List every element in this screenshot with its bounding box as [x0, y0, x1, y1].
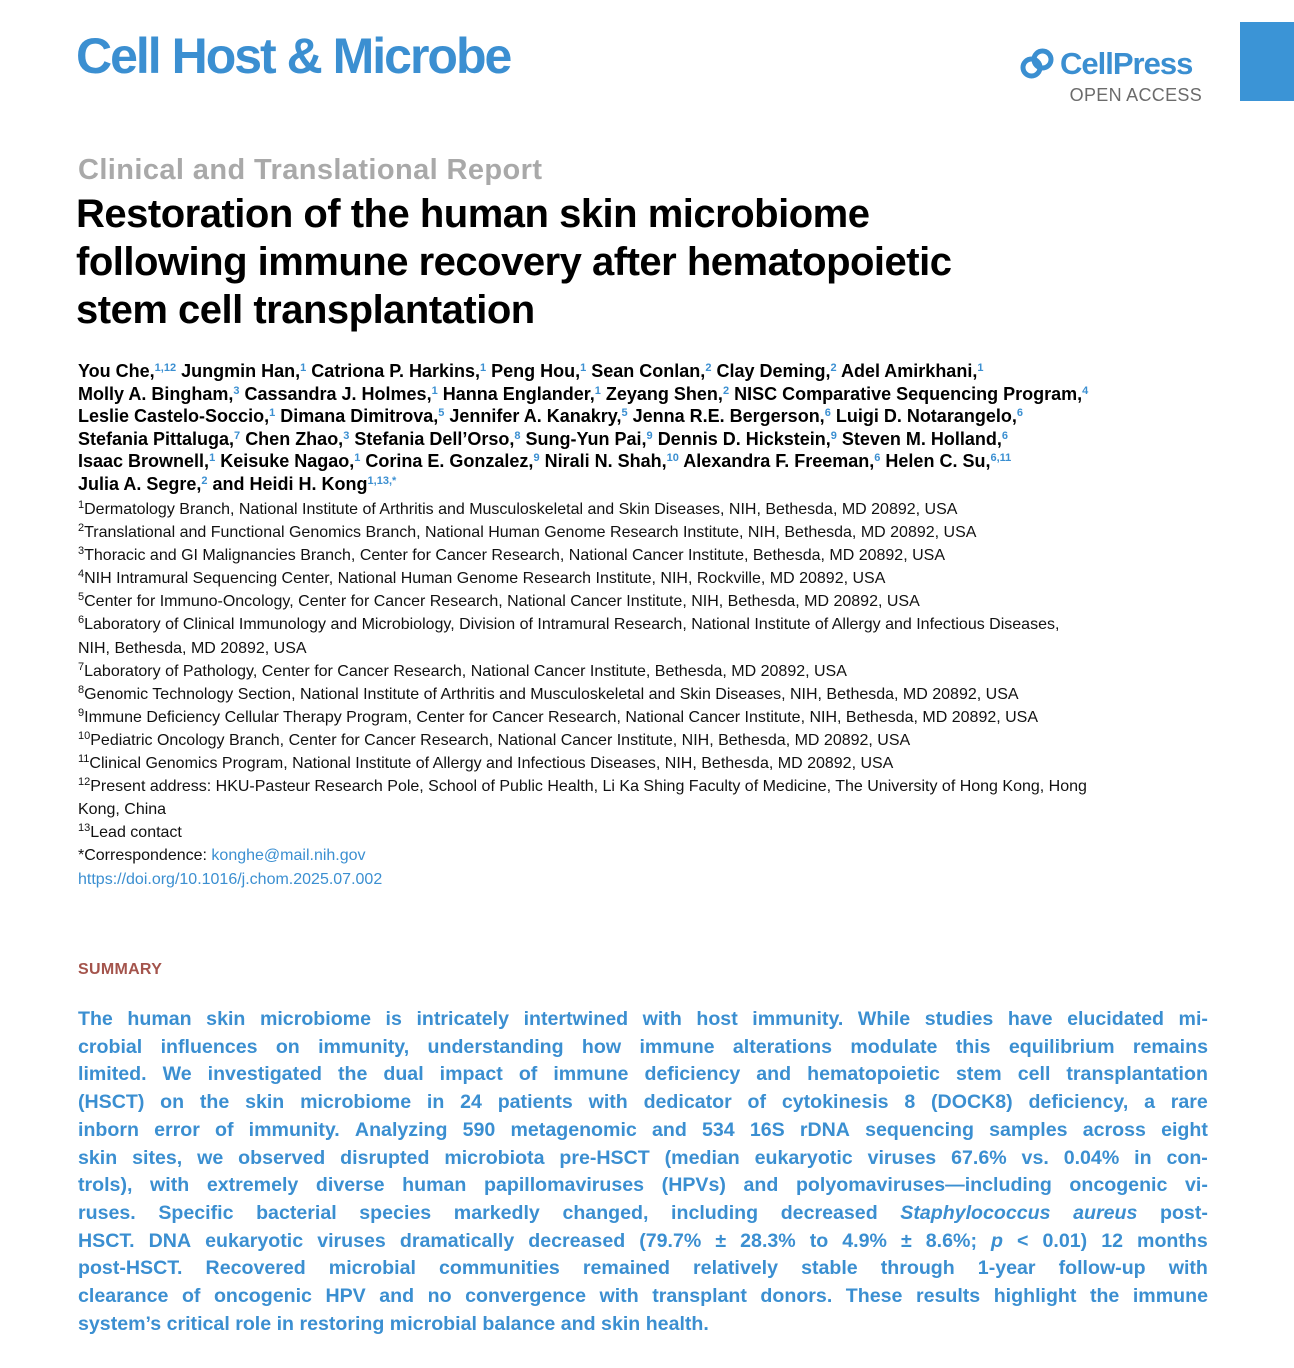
author-affiliation-ref[interactable]: 9: [646, 429, 653, 442]
author-name[interactable]: Nirali N. Shah,: [544, 451, 667, 472]
summary-line: skin sites, we observed disrupted microbiota pre-HSCT (median eukaryotic viruses 67.6% vs. 0.04% in con-: [78, 1146, 1208, 1169]
affiliation-number: 9: [78, 706, 85, 719]
cellpress-link-icon: [1020, 48, 1054, 82]
affiliation-text: Laboratory of Clinical Immunology and Microbiology, Division of Intramural Research, National Institute of Allergy and Infectious Diseases,: [84, 616, 1060, 634]
author-line: [78, 383, 1218, 406]
author-affiliation-ref[interactable]: 5: [621, 407, 628, 420]
author-affiliation-ref[interactable]: 7: [234, 429, 241, 442]
author-affiliation-ref[interactable]: 9: [830, 429, 837, 442]
author-affiliation-ref[interactable]: 1,13,*: [367, 474, 397, 487]
author-affiliation-ref[interactable]: 1: [300, 362, 307, 374]
title-line: Restoration of the human skin microbiome: [76, 192, 870, 236]
summary-line: trols), with extremely diverse human papillomaviruses (HPVs) and polyomaviruses—including oncogenic vi-: [78, 1174, 1208, 1197]
affiliation-number: 3: [78, 545, 85, 558]
affiliation: [78, 567, 1218, 590]
author-line: [78, 428, 1218, 451]
affiliation-text: Dermatology Branch, National Institute of Arthritis and Musculoskeletal and Skin Diseases, NIH, Bethesda, MD 20892, USA: [84, 501, 958, 518]
article-type: Clinical and Translational Report: [78, 154, 543, 186]
summary-line: post-HSCT. Recovered microbial communities remained relatively stable through 1-year follow-up with: [78, 1257, 1208, 1280]
author-affiliation-ref[interactable]: 2: [705, 362, 712, 374]
author-affiliation-ref[interactable]: 4: [1082, 384, 1089, 397]
title-line: following immune recovery after hematopoietic: [76, 240, 952, 284]
author-name[interactable]: Dimana Dimitrova,: [280, 406, 439, 427]
author-name[interactable]: Clay Deming,: [716, 361, 831, 381]
affiliation: [78, 521, 1218, 544]
summary-line: HSCT. DNA eukaryotic viruses dramatically decreased (79.7% ± 28.3% to 4.9% ± 8.6%; p < 0.01) 12 months: [78, 1229, 1208, 1252]
summary-text: [78, 1006, 1208, 1338]
doi-link[interactable]: https://doi.org/10.1016/j.chom.2025.07.002: [78, 870, 383, 888]
author-name[interactable]: Peng Hou,: [491, 361, 581, 381]
affiliation-text: Thoracic and GI Malignancies Branch, Center for Cancer Research, National Cancer Institute, Bethesda, MD 20892, USA: [84, 547, 945, 565]
author-affiliation-ref[interactable]: 1: [480, 362, 487, 374]
affiliation-list: [78, 498, 1218, 891]
author-name[interactable]: Zeyang Shen,: [605, 383, 723, 404]
author-affiliation-ref[interactable]: 1: [580, 362, 587, 374]
author-name[interactable]: Cassandra J. Holmes,: [244, 383, 432, 404]
cellpress-logo[interactable]: [1016, 44, 1208, 106]
summary-line: system’s critical role in restoring microbial balance and skin health.: [78, 1312, 709, 1335]
author-affiliation-ref[interactable]: 1,12: [154, 362, 177, 374]
affiliation-text: Center for Immuno-Oncology, Center for Cancer Research, National Cancer Institute, NIH, Bethesda, MD 20892, USA: [84, 593, 920, 611]
affiliation-text: Kong, China: [78, 801, 167, 819]
affiliation-text: Laboratory of Pathology, Center for Cancer Research, National Cancer Institute, Bethesda, MD 20892, USA: [84, 662, 847, 680]
affiliation-text: Lead contact: [90, 824, 182, 842]
author-affiliation-ref[interactable]: 10: [666, 452, 679, 465]
affiliation: [78, 544, 1218, 567]
author-affiliation-ref[interactable]: 2: [722, 384, 730, 397]
author-name[interactable]: Stefania Dell’Orso,: [354, 428, 515, 449]
author-affiliation-ref[interactable]: 1: [209, 452, 216, 465]
article-title: [76, 190, 1216, 334]
affiliation-text: Present address: HKU-Pasteur Research Pole, School of Public Health, Li Ka Shing Faculty of Medicine, The University of Hong Kong, Hong: [90, 778, 1087, 796]
author-name[interactable]: NISC Comparative Sequencing Program,: [734, 383, 1083, 404]
affiliation-number: 2: [78, 522, 85, 535]
author-name[interactable]: Jennifer A. Kanakry,: [449, 406, 622, 427]
author-affiliation-ref[interactable]: 6,11: [990, 452, 1012, 465]
affiliation: [78, 752, 1218, 775]
affiliation: [78, 660, 1218, 683]
affiliation-text: NIH, Bethesda, MD 20892, USA: [78, 639, 307, 657]
author-name[interactable]: Steven M. Holland,: [841, 428, 1002, 449]
summary-line: limited. We investigated the dual impact of immune deficiency and hematopoietic stem cell transplantation: [78, 1063, 1208, 1086]
affiliation-text: Immune Deficiency Cellular Therapy Program, Center for Cancer Research, National Cancer Institute, NIH, Bethesda, MD 20892, USA: [84, 708, 1039, 726]
author-line: [78, 360, 1218, 383]
author-name[interactable]: Sung-Yun Pai,: [525, 428, 647, 449]
affiliation: [78, 637, 1218, 660]
author-name[interactable]: Keisuke Nagao,: [220, 451, 355, 472]
affiliation-number: 4: [78, 568, 85, 581]
journal-name: Cell Host & Microbe: [76, 28, 511, 84]
author-list: [78, 360, 1218, 496]
author-line: [78, 473, 1218, 496]
author-affiliation-ref[interactable]: 1: [431, 384, 438, 397]
author-name[interactable]: Jungmin Han,: [181, 361, 301, 381]
author-name[interactable]: Corina E. Gonzalez,: [365, 451, 534, 472]
author-name[interactable]: You Che,: [78, 361, 155, 381]
author-name[interactable]: Luigi D. Notarangelo,: [835, 406, 1017, 427]
header-color-tab: [1240, 22, 1294, 101]
author-name[interactable]: Alexandra F. Freeman,: [683, 451, 875, 472]
affiliation-number: 10: [78, 729, 91, 742]
affiliation-text: Clinical Genomics Program, National Institute of Allergy and Infectious Diseases, NIH, Bethesda, MD 20892, USA: [89, 755, 894, 773]
author-affiliation-ref[interactable]: 2: [830, 362, 837, 374]
author-name[interactable]: Jenna R.E. Bergerson,: [632, 406, 825, 427]
author-affiliation-ref[interactable]: 2: [201, 474, 208, 487]
author-line: [78, 450, 1218, 473]
author-name[interactable]: Hanna Englander,: [442, 383, 595, 404]
affiliation-number: 13: [78, 822, 91, 835]
affiliation: [78, 590, 1218, 613]
author-affiliation-ref[interactable]: 6: [824, 407, 831, 420]
summary-line: ruses. Specific bacterial species markedly changed, including decreased Staphylococcus aureus post-: [78, 1201, 1208, 1224]
author-affiliation-ref[interactable]: 3: [343, 429, 350, 442]
author-affiliation-ref[interactable]: 1: [594, 384, 601, 397]
author-affiliation-ref[interactable]: 6: [874, 452, 881, 465]
summary-line: (HSCT) on the skin microbiome in 24 patients with dedicator of cytokinesis 8 (DOCK8) deficiency, a rare: [78, 1091, 1208, 1114]
affiliation-number: 7: [78, 660, 85, 673]
author-name[interactable]: Adel Amirkhani,: [840, 361, 978, 381]
author-name[interactable]: Leslie Castelo-Soccio,: [78, 406, 270, 427]
publisher-name: CellPress: [1060, 46, 1193, 81]
summary-line: inborn error of immunity. Analyzing 590 metagenomic and 534 16S rDNA sequencing samples across eight: [78, 1118, 1208, 1141]
affiliation-number: 12: [78, 776, 91, 789]
author-affiliation-ref[interactable]: 9: [533, 452, 540, 465]
author-affiliation-ref[interactable]: 5: [438, 407, 445, 420]
affiliation-text: NIH Intramural Sequencing Center, National Human Genome Research Institute, NIH, Rockville, MD 20892, USA: [84, 570, 886, 588]
affiliation-number: 11: [78, 753, 90, 766]
affiliation: [78, 498, 1218, 521]
affiliation: [78, 613, 1218, 636]
author-name[interactable]: Dennis D. Hickstein,: [657, 428, 831, 449]
affiliation-text: Genomic Technology Section, National Institute of Arthritis and Musculoskeletal and Skin Diseases, NIH, Bethesda, MD 20892, USA: [84, 685, 1019, 703]
affiliation-number: 8: [78, 683, 85, 696]
affiliation-number: 6: [78, 614, 85, 627]
summary-line: crobial influences on immunity, understanding how immune alterations modulate this equilibrium remains: [78, 1035, 1208, 1058]
author-affiliation-ref[interactable]: 1: [269, 407, 276, 420]
author-name[interactable]: Chen Zhao,: [245, 428, 344, 449]
author-affiliation-ref[interactable]: 3: [233, 384, 240, 397]
author-name[interactable]: Isaac Brownell,: [78, 451, 210, 472]
correspondence-label: *Correspondence:: [78, 847, 212, 865]
author-name[interactable]: Molly A. Bingham,: [78, 383, 234, 404]
author-affiliation-ref[interactable]: 6: [1001, 429, 1009, 442]
affiliation: [78, 683, 1218, 706]
affiliation-number: 5: [78, 591, 85, 604]
author-line: [78, 405, 1218, 428]
author-name[interactable]: Catriona P. Harkins,: [311, 361, 480, 381]
affiliation-text: Translational and Functional Genomics Branch, National Human Genome Research Institute, NIH, Bethesda, MD 20892, USA: [84, 524, 977, 542]
summary-heading: SUMMARY: [78, 961, 163, 978]
affiliation-number: 1: [78, 499, 85, 511]
author-name[interactable]: Julia A. Segre,: [78, 473, 202, 494]
author-name[interactable]: Stefania Pittaluga,: [78, 428, 235, 449]
author-name[interactable]: and Heidi H. Kong: [212, 473, 368, 494]
author-affiliation-ref[interactable]: 6: [1016, 407, 1023, 420]
affiliation: [78, 706, 1218, 729]
affiliation: [78, 798, 1218, 821]
author-affiliation-ref[interactable]: 8: [514, 429, 521, 442]
summary-line: clearance of oncogenic HPV and no convergence with transplant donors. These results highlight the immune: [78, 1285, 1208, 1308]
open-access-label: OPEN ACCESS: [1069, 85, 1202, 105]
affiliation: [78, 775, 1218, 798]
correspondence-email-link[interactable]: konghe@mail.nih.gov: [211, 847, 366, 865]
author-name[interactable]: Helen C. Su,: [885, 451, 991, 472]
author-affiliation-ref[interactable]: 1: [354, 452, 361, 465]
author-affiliation-ref[interactable]: 1: [977, 362, 984, 374]
title-line: stem cell transplantation: [76, 288, 535, 332]
summary-line: The human skin microbiome is intricately intertwined with host immunity. While studies have elucidated mi-: [78, 1008, 1208, 1030]
affiliation: [78, 729, 1218, 752]
affiliation: [78, 821, 1218, 844]
author-name[interactable]: Sean Conlan,: [591, 361, 706, 381]
affiliation-text: Pediatric Oncology Branch, Center for Cancer Research, National Cancer Institute, NIH, Bethesda, MD 20892, USA: [90, 731, 911, 749]
correspondence: [78, 844, 1218, 867]
